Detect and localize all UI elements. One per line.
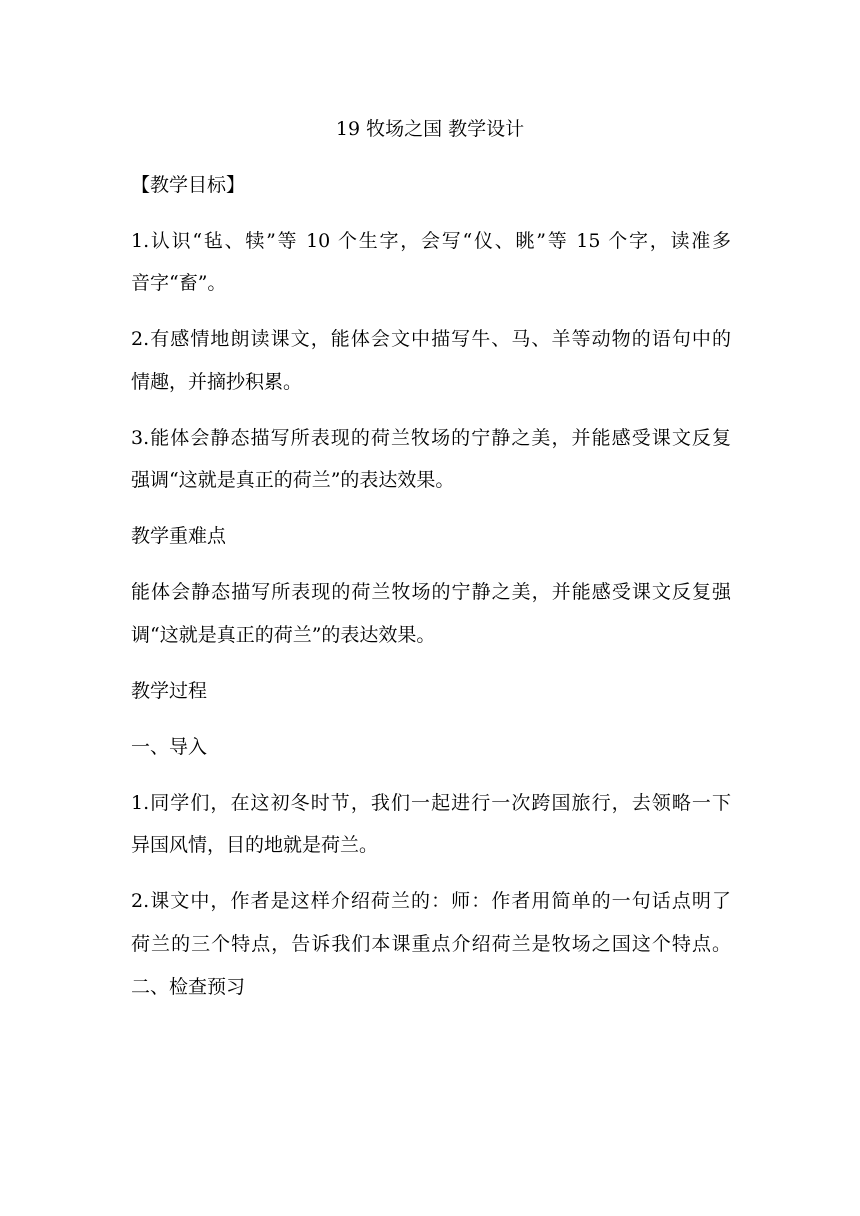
- intro-1-line-2: 异国风情，目的地就是荷兰。: [131, 834, 379, 856]
- goal-2-line-1: 2.有感情地朗读课文，能体会文中描写牛、马、羊等动物的语句中的: [131, 328, 731, 350]
- section-heading-preview-check: 二、检查预习: [131, 976, 246, 998]
- section-heading-key-points: 教学重难点: [131, 525, 227, 547]
- goal-3-line-2: 强调“这就是真正的荷兰”的表达效果。: [131, 469, 455, 491]
- intro-2-line-2: 荷兰的三个特点，告诉我们本课重点介绍荷兰是牧场之国这个特点。: [131, 933, 731, 955]
- document-title: 19 牧场之国 教学设计: [335, 118, 525, 140]
- section-heading-teaching-process: 教学过程: [131, 680, 208, 702]
- goal-1-line-2: 音字“畜”。: [131, 272, 227, 294]
- goal-3-line-1: 3.能体会静态描写所表现的荷兰牧场的宁静之美，并能感受课文反复: [131, 427, 731, 449]
- key-points-line-1: 能体会静态描写所表现的荷兰牧场的宁静之美，并能感受课文反复强: [131, 581, 731, 603]
- section-heading-introduction: 一、导入: [131, 736, 208, 758]
- goal-2-line-2: 情趣，并摘抄积累。: [131, 371, 303, 393]
- section-heading-teaching-goals: 【教学目标】: [131, 174, 246, 196]
- intro-1-line-1: 1.同学们，在这初冬时节，我们一起进行一次跨国旅行，去领略一下: [131, 792, 731, 814]
- goal-1-line-1: 1.认识“毡、犊”等 10 个生字，会写“仪、眺”等 15 个字，读准多: [131, 230, 731, 252]
- key-points-line-2: 调“这就是真正的荷兰”的表达效果。: [131, 624, 436, 646]
- intro-2-line-1: 2.课文中，作者是这样介绍荷兰的：师：作者用简单的一句话点明了: [131, 890, 731, 912]
